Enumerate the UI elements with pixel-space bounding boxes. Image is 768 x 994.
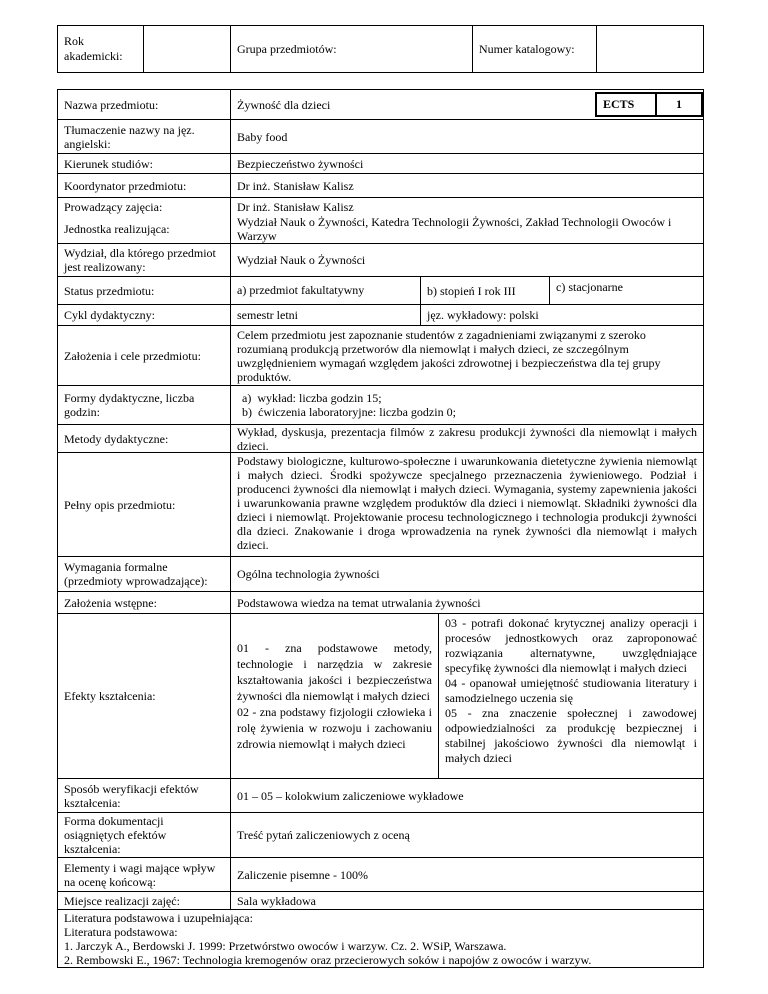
formy-item-wyklad: a) wykład: liczba godzin 15;: [242, 391, 382, 405]
status-c: c) stacjonarne: [556, 280, 623, 294]
nazwa-label: Nazwa przedmiotu:: [58, 90, 231, 119]
row-wymagania: [58, 556, 703, 591]
koordynator-label: Koordynator przedmiotu:: [58, 174, 231, 197]
efekt-04: 04 - opanował umiejętność studiowania literatury i samodzielnego uczenia się: [445, 676, 697, 705]
efekty-right: [439, 614, 703, 778]
cykl-label: Cykl dydaktyczny:: [58, 305, 231, 325]
zalozenia-wstepne-label: Założenia wstępne:: [58, 592, 231, 613]
dokumentacja-label: Forma dokumentacji osiągniętych efektów kształcenia:: [58, 813, 231, 857]
row-prowadzacy: [58, 197, 703, 215]
literatura-subheading: Literatura podstawowa:: [64, 925, 178, 939]
weryfikacja-value: 01 – 05 – kolokwium zaliczeniowe wykładowe: [237, 788, 464, 803]
opis-value: Podstawy biologiczne, kulturowo-społeczne i uwarunkowania dietetyczne żywienia niemowląt i małych dzieci. Środki spożywcze specjalnego przeznaczenia żywieniowego. Podział i producenci żywności dla niemowląt i małych dzieci. Wymagania, systemy zapewnienia jakości i uwarunkowania prawne względem produktów dla dzieci i niemowląt. Składniki żywności dla dzieci i niemowląt. Projektowanie procesu technologicznego i technologia produkcji żywności dla dzieci. Znakowanie i droga wprowadzenia na rynek żywności dla niemowląt i małych dzieci.: [237, 454, 697, 552]
jednostka-value: Wydział Nauk o Żywności, Katedra Technologii Żywności, Zakład Technologii Owoców i Warzyw: [237, 215, 672, 243]
efekt-02: 02 - zna podstawy fizjologii człowieka i rolę żywienia w rozwoju i zachowaniu zdrowia niemowląt i małych dzieci: [237, 705, 432, 751]
jednostka-label: Jednostka realizująca:: [58, 215, 231, 243]
metody-label: Metody dydaktyczne:: [58, 425, 231, 452]
wydzial-label: Wydział, dla którego przedmiot jest realizowany:: [58, 244, 231, 276]
dokumentacja-value: Treść pytań zaliczeniowych z oceną: [237, 828, 410, 842]
nazwa-value: Żywność dla dzieci: [237, 97, 331, 112]
kierunek-label: Kierunek studiów:: [58, 154, 231, 173]
efekt-03: 03 - potrafi dokonać krytycznej analizy operacji i procesów jednostkowych oraz zaproponować rozwiązania alternatywne, uwzględniające specyfikę żywności dla niemowląt i małych dzieci: [445, 616, 697, 675]
numer-katalogowy-label: Numer katalogowy:: [473, 26, 597, 72]
efekt-01: 01 - zna podstawowe metody, technologie i narzędzia w zakresie kształtowania jakości i bezpieczeństwa żywności dla niemowląt i małych dzieci: [237, 641, 432, 703]
elementy-value: Zaliczenie pisemne - 100%: [237, 867, 368, 882]
formy-list: [231, 386, 703, 424]
koordynator-value: Dr inż. Stanisław Kalisz: [237, 178, 354, 193]
row-dokumentacja: [58, 812, 703, 857]
row-formy: [58, 385, 703, 424]
literatura-heading: Literatura podstawowa i uzupełniająca:: [64, 911, 253, 925]
wymagania-value: Ogólna technologia żywności: [237, 567, 380, 581]
row-wydzial: [58, 243, 703, 276]
grupa-przedmiotow-label: Grupa przedmiotów:: [231, 26, 473, 72]
metody-value: Wykład, dyskusja, prezentacja filmów z zakresu produkcji żywności dla niemowląt i małych dzieci.: [237, 424, 697, 453]
formy-label: Formy dydaktyczne, liczba godzin:: [58, 386, 231, 424]
course-table: [57, 89, 704, 968]
efekt-05: 05 - zna znaczenie społecznej i zawodowej odpowiedzialności za produkcję bezpiecznej i stabilnej jakościowo żywności dla niemowląt i małych dzieci: [445, 706, 697, 765]
wymagania-label: Wymagania formalne (przedmioty wprowadzające):: [58, 557, 231, 591]
row-zalozenia: [58, 325, 703, 385]
row-literatura: [58, 909, 703, 967]
weryfikacja-label: Sposób weryfikacji efektów kształcenia:: [58, 779, 231, 812]
ects-value: 1: [655, 92, 703, 117]
status-b: b) stopień I rok III: [421, 277, 550, 304]
opis-label: Pełny opis przedmiotu:: [58, 453, 231, 556]
kierunek-value: Bezpieczeństwo żywności: [237, 156, 364, 171]
row-miejsce: [58, 891, 703, 909]
rok-akademicki-value: [144, 26, 231, 72]
miejsce-value: Sala wykładowa: [237, 893, 316, 908]
ects-label: ECTS: [595, 92, 657, 117]
row-weryfikacja: [58, 778, 703, 812]
row-tlumaczenie: [58, 119, 703, 153]
row-zalozenia-wstepne: [58, 591, 703, 613]
efekty-left: [231, 614, 439, 778]
efekty-label: Efekty kształcenia:: [58, 614, 231, 778]
rok-akademicki-label: Rok akademicki:: [58, 26, 144, 72]
row-opis: [58, 452, 703, 556]
row-elementy: [58, 857, 703, 891]
cykl-jezyk: jęz. wykładowy: polski: [427, 307, 539, 322]
row-efekty: [58, 613, 703, 778]
prowadzacy-label: Prowadzący zajęcia:: [58, 198, 231, 215]
numer-katalogowy-value: [597, 26, 703, 72]
wydzial-value: Wydział Nauk o Żywności: [237, 253, 366, 267]
row-nazwa: [58, 90, 703, 119]
row-status: [58, 276, 703, 304]
prowadzacy-value: Dr inż. Stanisław Kalisz: [237, 199, 354, 214]
cykl-semestr: semestr letni: [231, 305, 421, 325]
row-koordynator: [58, 173, 703, 197]
zalozenia-label: Założenia i cele przedmiotu:: [58, 326, 231, 385]
literatura-item-2: 2. Rembowski E., 1967: Technologia kremogenów oraz przecierowych soków i napojów z owoców i warzyw.: [64, 953, 592, 967]
row-kierunek: [58, 153, 703, 173]
status-label: Status przedmiotu:: [58, 277, 231, 304]
row-cykl: [58, 304, 703, 325]
formy-item-cwiczenia: b) ćwiczenia laboratoryjne: liczba godzin 0;: [242, 405, 456, 419]
miejsce-label: Miejsce realizacji zajęć:: [58, 892, 231, 909]
tlumaczenie-value: Baby food: [237, 129, 288, 144]
tlumaczenie-label: Tłumaczenie nazwy na jęz. angielski:: [58, 120, 231, 153]
row-jednostka: [58, 215, 703, 243]
status-a: a) przedmiot fakultatywny: [231, 277, 421, 304]
header-table: [57, 25, 704, 73]
elementy-label: Elementy i wagi mające wpływ na ocenę końcową:: [58, 858, 231, 891]
zalozenia-value: Celem przedmiotu jest zapoznanie studentów z zagadnieniami związanymi z szeroko rozumianą produkcją przetworów dla niemowląt i małych dzieci, ze szczególnym uwzględnieniem wymagań względem jakości zdrowotnej i bezpieczeństwa dla tej grupy produktów.: [237, 327, 661, 384]
zalozenia-wstepne-value: Podstawowa wiedza na temat utrwalania żywności: [237, 595, 481, 610]
literatura-item-1: 1. Jarczyk A., Berdowski J. 1999: Przetwórstwo owoców i warzyw. Cz. 2. WSiP, Warszawa.: [64, 939, 507, 953]
row-metody: [58, 424, 703, 452]
